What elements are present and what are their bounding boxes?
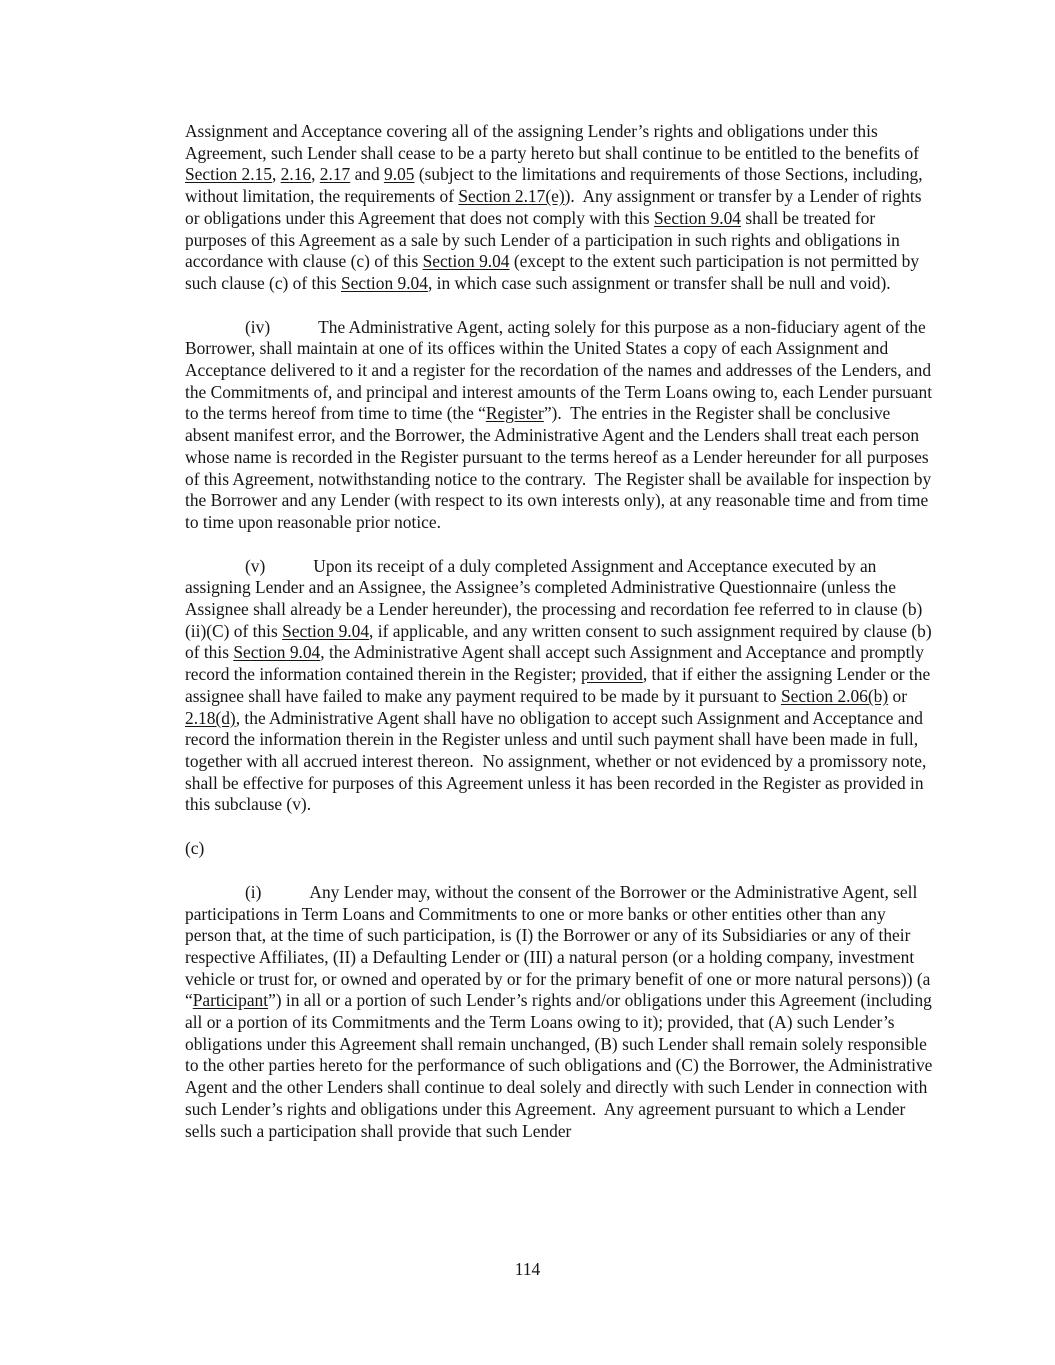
clause-label: (i) (245, 881, 262, 902)
underlined-reference: Register (485, 403, 544, 424)
text-run: , the Administrative Agent shall have no obligation to accept such Assignment and Acceptance and record the information therein in the Register unless and until such payment shall have been made in full, together with all accrued interest thereon. No assignment, whether or not evidenced by a promissory note, shall be effective for purposes of this Agreement unless it has been recorded in the Register as provided in this subclause (v). (185, 707, 931, 815)
text-run: (except to the extent such participation is not permitted by such clause (c) of this (185, 251, 924, 293)
text-run: or (888, 685, 912, 706)
underlined-reference: Section 2.06(b) (780, 685, 889, 706)
underlined-reference: 9.05 (384, 164, 415, 185)
underlined-reference: 2.16 (280, 164, 312, 185)
text-run: Upon its receipt of a duly completed Assignment and Acceptance executed by an assigning Lender and an Assignee, the Assignee’s completed Administrative Questionnaire (unless the Assignee shall already be a Lender hereunder), the processing and recordation fee referred to in clause (b)(ii)(C) of this (185, 555, 923, 641)
text-run: Assignment and Acceptance covering all of the assigning Lender’s rights and obligations under this Agreement, such Lender shall cease to be a party hereto but shall continue to be entitled to the benefits of (185, 121, 924, 163)
text-run: ”) in all or a portion of such Lender’s rights and/or obligations under this Agreement (including all or a portion of its Commitments and the Term Loans owing to it); provided, that (A) such Lender’s obligations under this Agreement shall remain unchanged, (B) such Lender shall remain solely responsible to the other parties hereto for the performance of such obligations and (C) the Borrower, the Administrative Agent and the other Lenders shall continue to deal solely and directly with such Lender in connection with such Lender’s rights and obligations under this Agreement. Any agreement pursuant to which a Lender sells such a participation shall provide that such Lender (185, 990, 937, 1141)
underlined-reference: Section 9.04 (340, 272, 428, 293)
text-run: ”). The entries in the Register shall be conclusive absent manifest error, and the Borrower, the Administrative Agent and the Lenders shall treat each person whose name is recorded in the Register pursuant to the terms hereof as a Lender hereunder for all purposes of this Agreement, notwithstanding notice to the contrary. The Register shall be available for inspection by the Borrower and any Lender (with respect to its own interests only), at any reasonable time and from time to time upon reasonable prior notice. (185, 403, 936, 532)
paragraph (185, 556, 935, 816)
underlined-reference: Section 9.04 (654, 207, 741, 228)
text-run: (c) (185, 838, 205, 859)
clause-label: (iv) (245, 316, 271, 337)
underlined-reference: Section 2.15 (185, 164, 272, 185)
paragraph (185, 317, 935, 534)
paragraph (185, 121, 935, 295)
text-run: ). Any assignment or transfer by a Lender of rights or obligations under this Agreement that does not comply with this (185, 186, 926, 228)
paragraph (185, 838, 935, 860)
underlined-reference: Section 9.04 (233, 642, 321, 663)
paragraph (185, 882, 935, 1142)
underlined-reference: Section 9.04 (422, 251, 510, 272)
underlined-reference: 2.18(d) (185, 707, 236, 728)
text-run: , (311, 164, 320, 185)
underlined-reference: provided (581, 664, 643, 685)
text-run: and (350, 164, 385, 185)
underlined-reference: Section 9.04 (282, 620, 370, 641)
text-run: shall be treated for purposes of this Agreement as a sale by such Lender of a participation in such rights and obligations in accordance with clause (c) of this (185, 207, 905, 272)
text-run: , the Administrative Agent shall accept such Assignment and Acceptance and promptly record the information contained therein in the Register; (185, 642, 929, 685)
underlined-reference: 2.17 (319, 164, 351, 185)
underlined-reference: Section 2.17(e) (458, 186, 565, 207)
text-run: Any Lender may, without the consent of the Borrower or the Administrative Agent, sell participations in Term Loans and Commitments to one or more banks or other entities other than any person that, at the time of such participation, is (I) the Borrower or any of its Subsidiaries or any of their respective Affiliates, (II) a Defaulting Lender or (III) a natural person (or a holding company, investment vehicle or trust for, or owned and operated by or for the primary benefit of one or more natural persons)) (a “ (185, 881, 935, 1011)
page-number: 114 (514, 1259, 541, 1279)
text-run: , if applicable, and any written consent to such assignment required by clause (b) of this (185, 620, 937, 663)
text-run: The Administrative Agent, acting solely for this purpose as a non-fiduciary agent of the Borrower, shall maintain at one of its offices within the United States a copy of each Assignment and Acceptance delivered to it and a register for the recordation of the names and addresses of the Lenders, and the Commitments of, and principal and interest amounts of the Term Loans owing to, each Lender pursuant to the terms hereof from time to time (the “ (185, 316, 937, 424)
clause-label: (v) (245, 555, 266, 576)
underlined-reference: Participant (192, 990, 269, 1011)
text-run: , in which case such assignment or transfer shall be null and void). (427, 272, 891, 293)
text-run: , that if either the assigning Lender or the assignee shall have failed to make any payment required to be made by it pursuant to (185, 664, 935, 706)
document-body (185, 121, 935, 1164)
text-run: , (271, 164, 281, 185)
text-run: (subject to the limitations and requirements of those Sections, including, without limitation, the requirements of (185, 164, 927, 207)
